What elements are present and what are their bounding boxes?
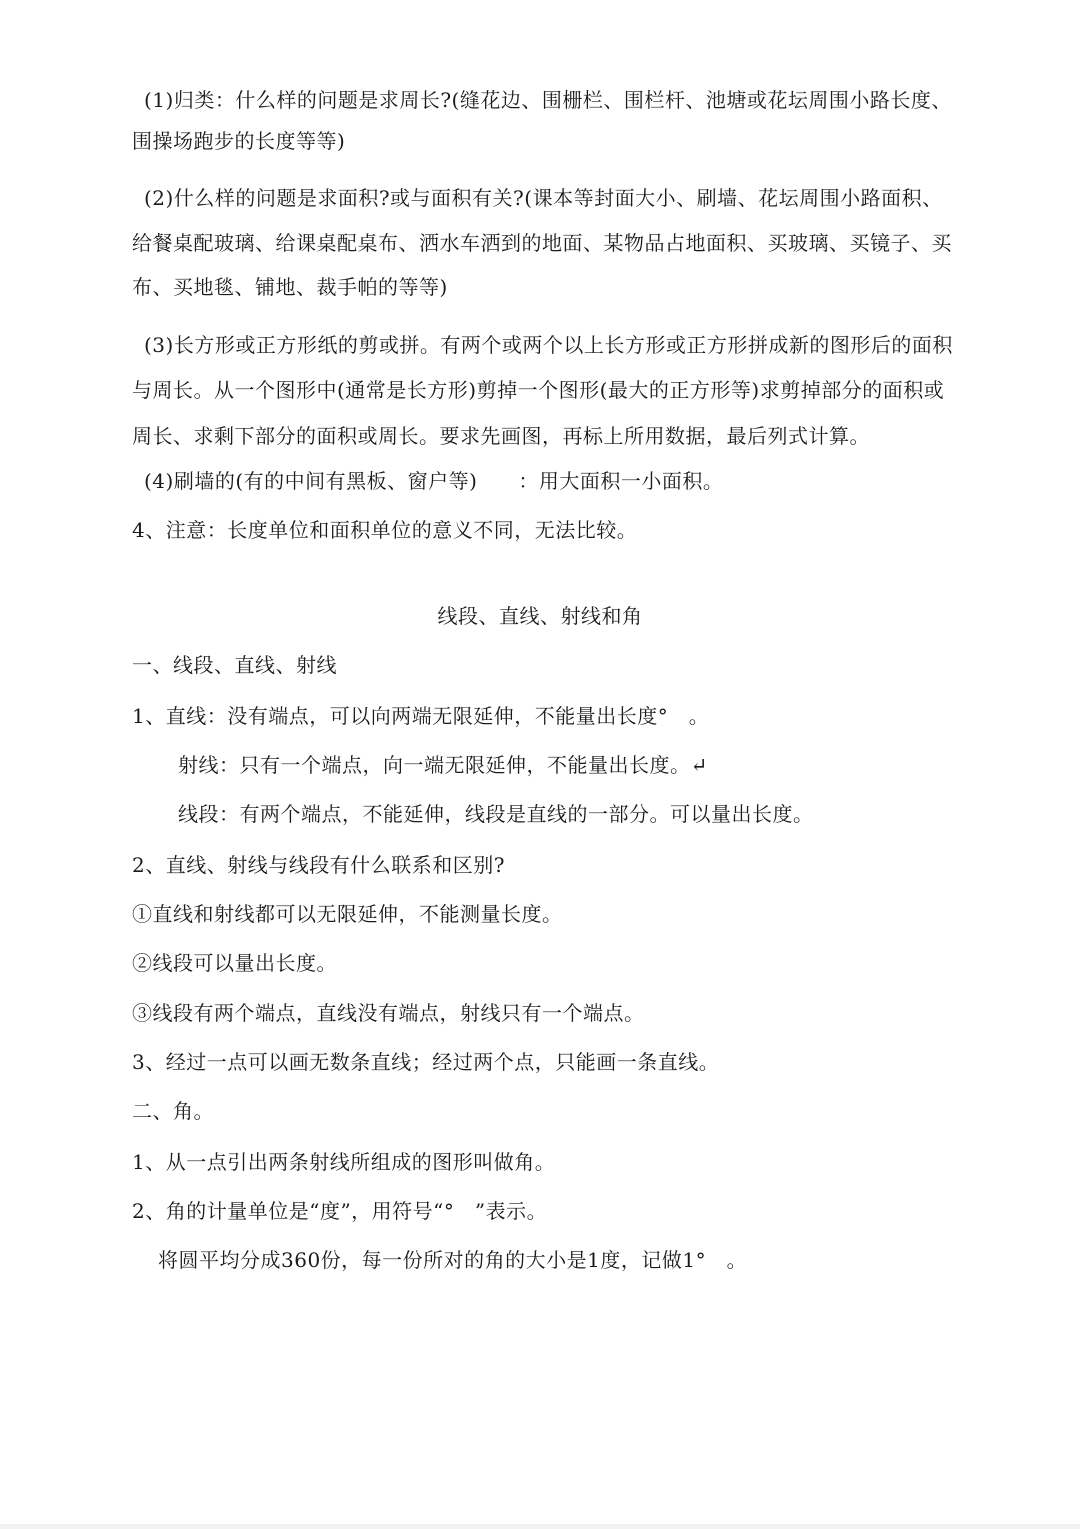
cut-paste-line-2: 与周长。从一个图形中(通常是长方形)剪掉一个图形(最大的正方形等)求剪掉部分的面积或 [132, 378, 945, 402]
section-title: 线段、直线、射线和角 [437, 604, 643, 628]
heading-angle: 二、角。 [132, 1099, 214, 1123]
bottom-border [0, 1524, 1080, 1529]
wall-painting-line: (4)刷墙的(有的中间有黑板、窗户等) ：用大面积一小面积。 [144, 469, 724, 493]
relation-question: 2、直线、射线与线段有什么联系和区别? [132, 853, 505, 877]
note-line: 4、注意：长度单位和面积单位的意义不同，无法比较。 [132, 518, 638, 542]
cut-paste-line-3: 周长、求剩下部分的面积或周长。要求先画图，再标上所用数据，最后列式计算。 [132, 424, 870, 448]
segment-definition: 线段：有两个端点，不能延伸，线段是直线的一部分。可以量出长度。 [178, 802, 814, 826]
perimeter-question-line-2: 围操场跑步的长度等等) [132, 129, 346, 153]
area-question-line-2: 给餐桌配玻璃、给课桌配桌布、洒水车洒到的地面、某物品占地面积、买玻璃、买镜子、买 [132, 231, 952, 255]
area-question-line-3: 布、买地毯、铺地、裁手帕的等等) [132, 275, 448, 299]
ray-definition: 射线：只有一个端点，向一端无限延伸，不能量出长度。↵ [178, 753, 708, 777]
line-through-points: 3、经过一点可以画无数条直线；经过两个点，只能画一条直线。 [132, 1050, 720, 1074]
area-question-line-1: (2)什么样的问题是求面积?或与面积有关?(课本等封面大小、刷墙、花坛周围小路面积、 [144, 186, 943, 210]
perimeter-question-line-1: (1)归类：什么样的问题是求周长?(缝花边、围栅栏、围栏杆、池塘或花坛周围小路长度、 [144, 88, 952, 112]
relation-answer-1: ①直线和射线都可以无限延伸，不能测量长度。 [132, 902, 563, 926]
heading-lines: 一、线段、直线、射线 [132, 653, 337, 677]
angle-unit: 2、角的计量单位是“度”，用符号“° ”表示。 [132, 1199, 548, 1223]
cut-paste-line-1: (3)长方形或正方形纸的剪或拼。有两个或两个以上长方形或正方形拼成新的图形后的面积 [144, 333, 953, 357]
angle-definition: 1、从一点引出两条射线所组成的图形叫做角。 [132, 1150, 556, 1174]
straight-line-definition: 1、直线：没有端点，可以向两端无限延伸，不能量出长度° 。 [132, 704, 710, 728]
degree-definition: 将圆平均分成360份，每一份所对的角的大小是1度，记做1° 。 [158, 1248, 748, 1272]
relation-answer-3: ③线段有两个端点，直线没有端点，射线只有一个端点。 [132, 1001, 645, 1025]
relation-answer-2: ②线段可以量出长度。 [132, 951, 337, 975]
